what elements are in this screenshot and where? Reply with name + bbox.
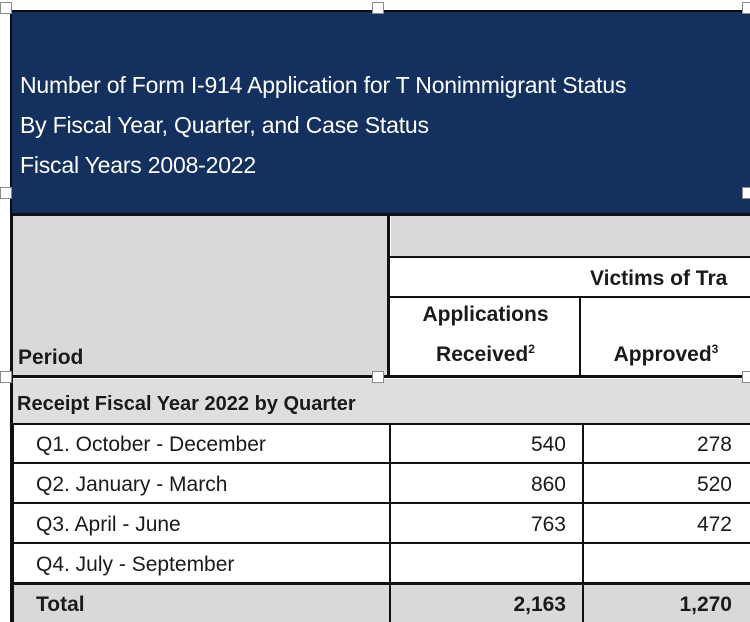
row-3-period[interactable]: Q3. April - June bbox=[36, 513, 181, 536]
title-line-2: By Fiscal Year, Quarter, and Case Status bbox=[20, 112, 429, 138]
resize-handle-top-middle[interactable] bbox=[372, 2, 384, 14]
row-1-period[interactable]: Q1. October - December bbox=[36, 433, 266, 456]
received-header-line1: Applications bbox=[422, 303, 549, 326]
resize-handle-middle-right[interactable] bbox=[742, 187, 750, 199]
title-line-1: Number of Form I-914 Application for T Nonimmigrant Status bbox=[20, 72, 627, 98]
grid-line bbox=[10, 423, 750, 425]
row-2-received[interactable]: 860 bbox=[530, 473, 566, 496]
grid-line bbox=[582, 423, 584, 622]
resize-handle-bottom-right[interactable] bbox=[742, 371, 750, 383]
grid-line bbox=[10, 462, 750, 464]
grid-line bbox=[579, 296, 581, 377]
total-label[interactable]: Total bbox=[36, 593, 85, 616]
approved-header: Approved$^3$ bbox=[613, 342, 719, 366]
group-header-label: Victims of Tra bbox=[590, 267, 728, 290]
row-3-approved[interactable]: 472 bbox=[696, 513, 732, 536]
period-header-label: Period bbox=[18, 346, 84, 369]
grid-line bbox=[389, 423, 391, 622]
row-3-received[interactable]: 763 bbox=[530, 513, 566, 536]
grid-line bbox=[10, 213, 750, 216]
grid-line bbox=[10, 582, 750, 585]
resize-handle-top-right[interactable] bbox=[742, 2, 750, 14]
row-4-period[interactable]: Q4. July - September bbox=[36, 553, 235, 576]
grid-line bbox=[387, 213, 390, 377]
grid-line bbox=[10, 542, 750, 544]
row-2-period[interactable]: Q2. January - March bbox=[36, 473, 228, 496]
received-header-line2: Received$^2$ bbox=[436, 342, 535, 366]
title-banner[interactable] bbox=[10, 10, 750, 213]
footnote-2: 2 bbox=[528, 342, 535, 356]
resize-handle-bottom-left[interactable] bbox=[0, 371, 12, 383]
row-2-approved[interactable]: 520 bbox=[696, 473, 732, 496]
grid-line bbox=[389, 256, 750, 258]
resize-handle-middle-left[interactable] bbox=[0, 187, 12, 199]
total-received[interactable]: 2,163 bbox=[513, 593, 566, 616]
grid-line bbox=[389, 296, 750, 298]
footnote-3: 3 bbox=[711, 342, 719, 356]
grid-line bbox=[12, 423, 14, 622]
header-top-cell[interactable] bbox=[391, 216, 750, 257]
row-1-approved[interactable]: 278 bbox=[696, 433, 732, 456]
title-line-3: Fiscal Years 2008-2022 bbox=[20, 152, 256, 178]
resize-handle-top-left[interactable] bbox=[0, 2, 12, 14]
section-label: Receipt Fiscal Year 2022 by Quarter bbox=[17, 393, 356, 415]
resize-handle-bottom-middle[interactable] bbox=[372, 371, 384, 383]
total-approved[interactable]: 1,270 bbox=[679, 593, 732, 616]
row-1-received[interactable]: 540 bbox=[530, 433, 566, 456]
grid-line bbox=[10, 502, 750, 504]
